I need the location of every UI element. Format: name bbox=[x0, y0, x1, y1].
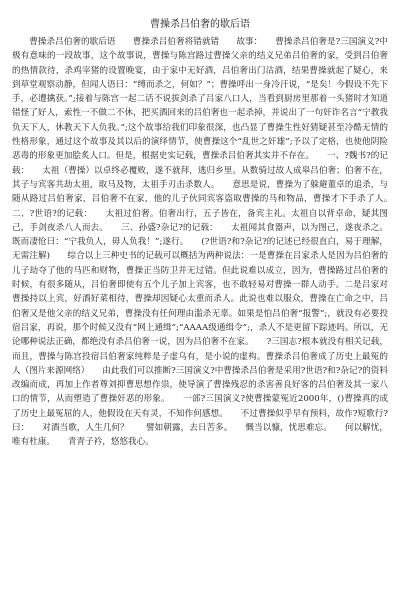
document-title: 曹操杀吕伯奢的歇后语 bbox=[150, 19, 250, 30]
document-body-text: 曹操杀吕伯奢的歇后语 曹操杀吕伯奢将错就错 故事： 曹操杀吕伯奢是?三国演义?中极有意味的一段故事，这个故事说，曹操与陈宫路过曹操父亲的结义兄弟吕伯奢的家，受到吕伯奢的热情款待，杀鸡宰猪的设置晚宴，由于家中无好酒，吕伯奢出门沽酒，结果曹操就起了疑心，来到草堂观察动静，但闻人语曰：“缚而杀之，何如？”；曹操呼出一身冷汗说，“是矣！今假设不先下手，必遭擒获。”;接着与陈宫一起二话不说拔剑杀了吕家八口人，当看到厨房里那着一头猪时才知道错怪了好人，索性一不做二不休，把买酒回来的吕伯奢也一起杀掉，并说出了一句奸诈名言“宁教我负天下人，休教天下人负我。”;这个故事给我们印象很深，也凸显了曹操生性好猜疑甚至冷酷无情的性格形象，通过这个故事及其以后的演绎情节，使曹操这个“乱世之奸雄”;予以了定格，也使他阴险恶毒的形象更加脍炙人口。但是，根据史实记载，曹操杀吕伯奢其实并不存在。 一、?魏书?的记载： 太祖（曹操）以卓终必覆败，遂不就拜，逃归乡里。从数骑过故人成皋吕伯奢；伯奢不在，其子与宾客共劫太祖，取马及物，太祖手刃击杀数人。 意思是说，曹操为了躲避董卓的追杀，与随从路过吕伯奢家，吕伯奢不在家，他的儿子伙同宾客盗取曹操的马和物品，曹操才下手杀了人。 二、?世语?的记载： 太祖过伯奢。伯奢出行，五子皆在，备宾主礼。太祖自以背卓命，疑其图己，手剑夜杀八人而去。 三、孙盛?杂记?的记载： 太祖闻其食器声，以为图己，遂夜杀之。既而凄怆曰：“宁我负人，毋人负我！”;遂行。 (?世语?和?杂记?的记述已经很直白，易于理解，无需注解) 综合以上三种史书的记载可以概括为两种说法：一是曹操在吕家杀人是因为吕伯奢的儿子劫夺了他的马匹和财物，曹操正当防卫并无过错。但此说难以成立，因为，曹操路过吕伯奢的时候，有很多随从，吕伯奢即使有五个儿子加上宾客，也不敢轻易对曹操一群人动手。二是吕家对曹操持以上宾，好酒好菜相待，曹操却因疑心太重而杀人。此说也难以服众，曹操在亡命之中，吕伯奢又是他父亲的结义兄弟，曹操没有任何理由滥杀无辜。如果是怕吕伯奢“报警”;，就没有必要投宿吕家，再说，那个时候又没有“网上通缉”;“AAAA级通缉令”;，杀人不是更留下踪迹吗。所以，无论哪种说法正确，都绝没有杀吕伯奢一说，因为吕伯奢不在家。 ?三国志?根本就没有相关记载，而且，曹操与陈宫投宿吕伯奢家纯粹是子虚乌有，是小说的虚构。曹操杀吕伯奢成了历史上最冤的人（图片来源网络） 由此我们可以推断?三国演义?中曹操杀吕伯奢是采用?世语?和?杂记?的资料改编而成，再加上作者尊刘抑曹思想作祟，使导演了曹操残忍的杀害善良好客的吕伯奢及其一家八口的情节，从而塑造了曹操奸恶的形象。 一部?三国演义?使曹操蒙冤近2000年，()曹操真的成了历史上最冤屈的人，他假设在天有灵，不知作何感想。 不过曹操似乎早有预料，故作?短歌行?曰： 对酒当歌，人生几何？ 譬如朝露，去日苦多。 慨当以慷，忧思难忘。 何以解忧，唯有杜康。 青青子衿，悠悠我心。 bbox=[12, 37, 388, 448]
